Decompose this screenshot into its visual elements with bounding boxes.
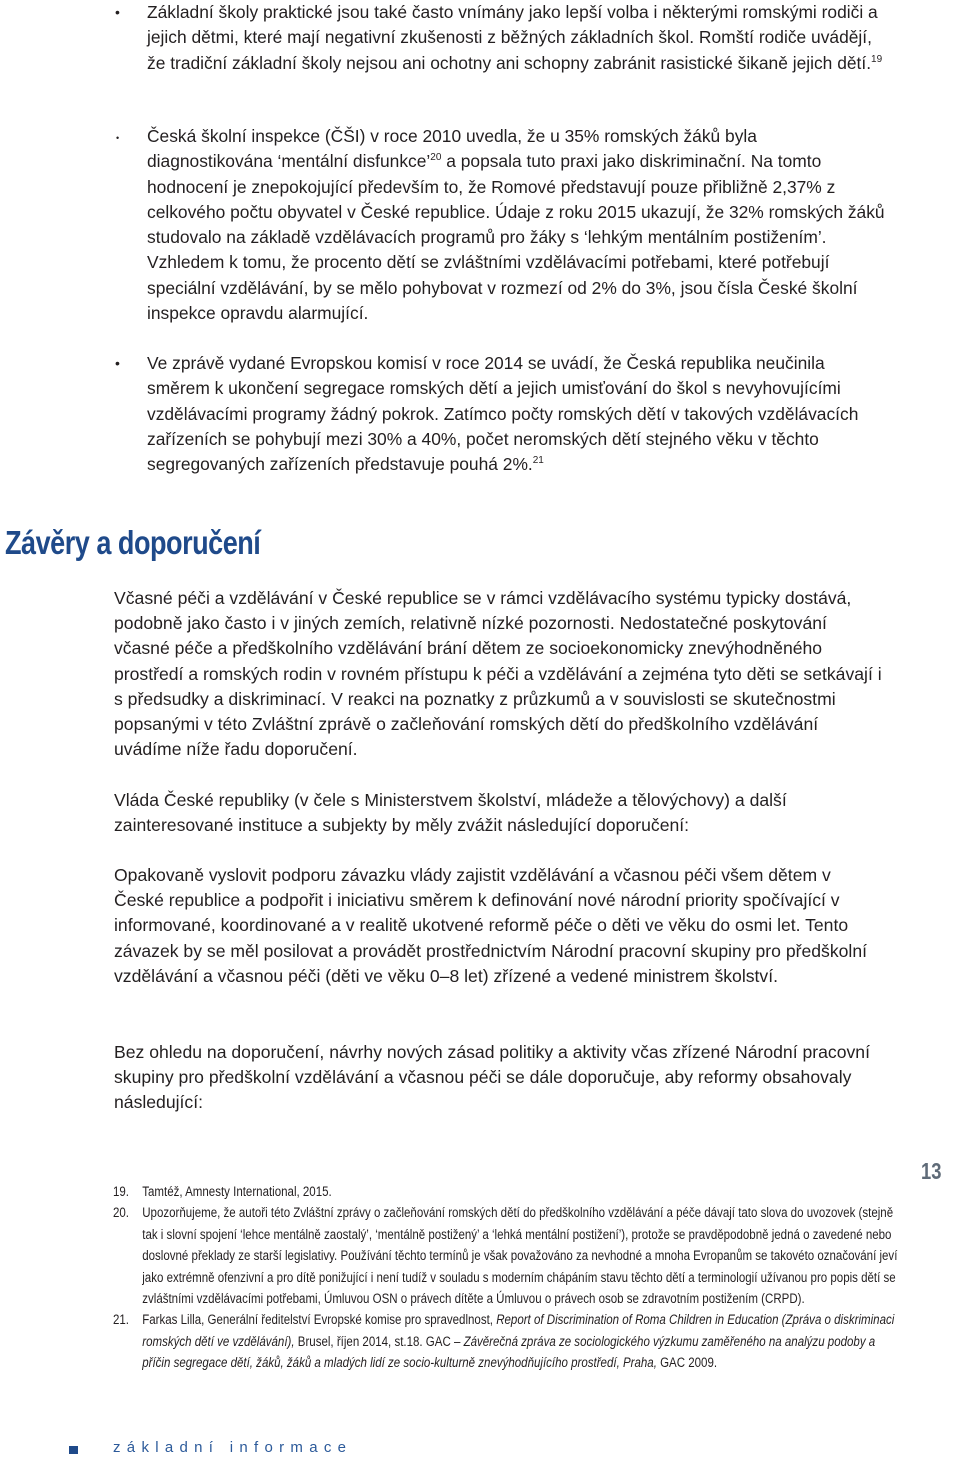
footnote (113, 1181, 899, 1202)
footnote-title-italic: Report of Discrimination of Roma Children in Education (Zpráva o diskriminaci romských dětí ve vzdělávání), (142, 1312, 895, 1349)
bullet-text: Česká školní inspekce (ČŠI) v roce 2010 uvedla, že u 35% romských žáků byla diagnostikována ‘mentální disfunkce’ (147, 126, 757, 172)
bullet-marker: • (115, 355, 120, 371)
paragraph: Opakovaně vyslovit podporu závazku vlády zajistit vzdělávání a včasnou péči všem dětem v České republice a podpořit i iniciativu směrem k definování nové národní priority spočívající v informované, koordinované a v realitě ukotvené reformě péče o děti ve věku do osmi let. Tento závazek by se měl posilovat a provádět prostřednictvím Národní pracovní skupiny pro předškolní vzdělávání a včasnou péči (děti ve věku 0–8 let) zřízené a vedené ministrem školství. (114, 865, 867, 986)
bullet-item (115, 351, 887, 477)
section-title: Závěry a doporučení (5, 524, 261, 561)
footnote (113, 1309, 899, 1373)
footnote-text: Upozorňujeme, že autoři této Zvláštní zprávy o začleňování romských dětí do předškolního vzdělávání a péče dávají tato slova do uvozovek (stejně tak i slovní spojení ‘lehce mentálně zaostalý’, ‘mentálně postižený’ a ‘lehká mentální postižení’), protože se pravděpodobně jedná o zavedené nebo doslovné překlady ze starší legislativy. Používání těchto termínů je však považováno za nevhodné a mnoha Evropanům se takovéto označování jeví jako extrémně ofenzivní a pro dítě ponižující i není tudíž v souladu s moderním chápáním stavu těchto dětí a terminologií užívanou pro popis dětí se zvláštními vzdělávacími potřebami, Úmluvou OSN o právech dítěte a Úmluvou o právech osob se zdravotním postižením (CRPD). (142, 1205, 898, 1307)
footnote-ref[interactable]: 20 (430, 152, 442, 164)
footnote-number: 20. (113, 1205, 130, 1221)
paragraph: Bez ohledu na doporučení, návrhy nových zásad politiky a aktivity včas zřízené Národní pracovní skupiny pro předškolní vzdělávání a včasnou péči se dále doporučuje, aby reformy obsahovaly následující: (114, 1042, 870, 1113)
footnote-ref[interactable]: 21 (532, 455, 544, 467)
page-number: 13 (921, 1158, 942, 1184)
footnotes (113, 1181, 898, 1374)
bullet-text-continued: a popsala tuto praxi jako diskriminační. Na tomto hodnocení je znepokojující především to, že Romové představují pouze přibližně 2,37% z celkového počtu obyvatel v České republice. Údaje z roku 2015 ukazují, že 32% romských žáků studovalo na základě vzdělávacích programů pro žáky s ‘lehkým mentálním postižením’. Vzhledem k tomu, že procento dětí se zvláštními vzdělávacími potřebami, které potřebují speciální vzdělávání, by se mělo pohybovat v rozmezí od 2% do 3%, jsou čísla České školní inspekce opravdu alarmující. (147, 151, 885, 324)
bullet-item (116, 124, 887, 326)
bullet-text: Základní školy praktické jsou také často vnímány jako lepší volba i některými romskými rodiči a jejich dětmi, které mají negativní zkušenosti z běžných základních škol. Romští rodiče uvádějí, že tradiční základní školy nejsou ani ochotny ani schopny zabránit rasistické šikaně jejich dětí. (147, 2, 878, 73)
footer-square-icon (69, 1446, 78, 1454)
footnote-text: Farkas Lilla, Generální ředitelství Evropské komise pro spravedlnost, (142, 1312, 497, 1328)
footnote-number: 19. (113, 1184, 130, 1199)
footnote-number: 21. (113, 1312, 130, 1328)
footnote-text: Tamtéž, Amnesty International, 2015. (142, 1184, 332, 1199)
footnote (113, 1202, 899, 1309)
footnote-text: Brusel, říjen 2014, st.18. GAC – (294, 1333, 464, 1349)
paragraph: Vláda České republiky (v čele s Ministerstvem školství, mládeže a tělovýchovy) a další zainteresované instituce a subjekty by měly zvážit následující doporučení: (114, 790, 787, 836)
paragraph: Včasné péči a vzdělávání v České republice se v rámci vzdělávacího systému typicky dostává, podobně jako často i v jiných zemích, relativně nízké pozornosti. Nedostatečné poskytování včasné péče a předškolního vzdělávání brání dětem ze socioekonomicky znevýhodněného prostředí a romských rodin v rovném přístupu k péči a vzdělávání a zejména tyto děti se setkávají i s předsudky a diskriminací. V reakci na poznatky z průzkumů a v souvislosti se skutečnostmi popsanými v této Zvláštní zprávě o začleňování romských dětí do předškolního vzdělávání uvádíme níže řadu doporučení. (114, 588, 882, 760)
footer-label: základní informace (113, 1439, 353, 1456)
footnote-text: GAC 2009. (656, 1355, 718, 1371)
footnote-title-italic: Závěrečná zpráva ze sociologického výzkumu zaměřeného na analýzu podoby a příčin segregace dětí, žáků, žáků a mladých lidí ze socio-kulturně znevýhodňujícího prostředí, Praha, (142, 1333, 876, 1371)
footnote-ref[interactable]: 19 (871, 53, 883, 65)
bullet-text: Ve zprávě vydané Evropskou komisí v roce 2014 se uvádí, že Česká republika neučinila směrem k ukončení segregace romských dětí a jejich umisťování do škol s nevyhovujícími vzdělávacími programy žádný pokrok. Zatímco počty romských dětí v takových vzdělávacích zařízeních se pohybují mezi 30% a 40%, počet neromských dětí stejného věku v těchto segregovaných zařízeních představuje pouhá 2%. (147, 353, 859, 475)
bullet-marker: • (116, 133, 120, 143)
bullet-item (115, 0, 887, 76)
bullet-marker: • (115, 4, 120, 20)
